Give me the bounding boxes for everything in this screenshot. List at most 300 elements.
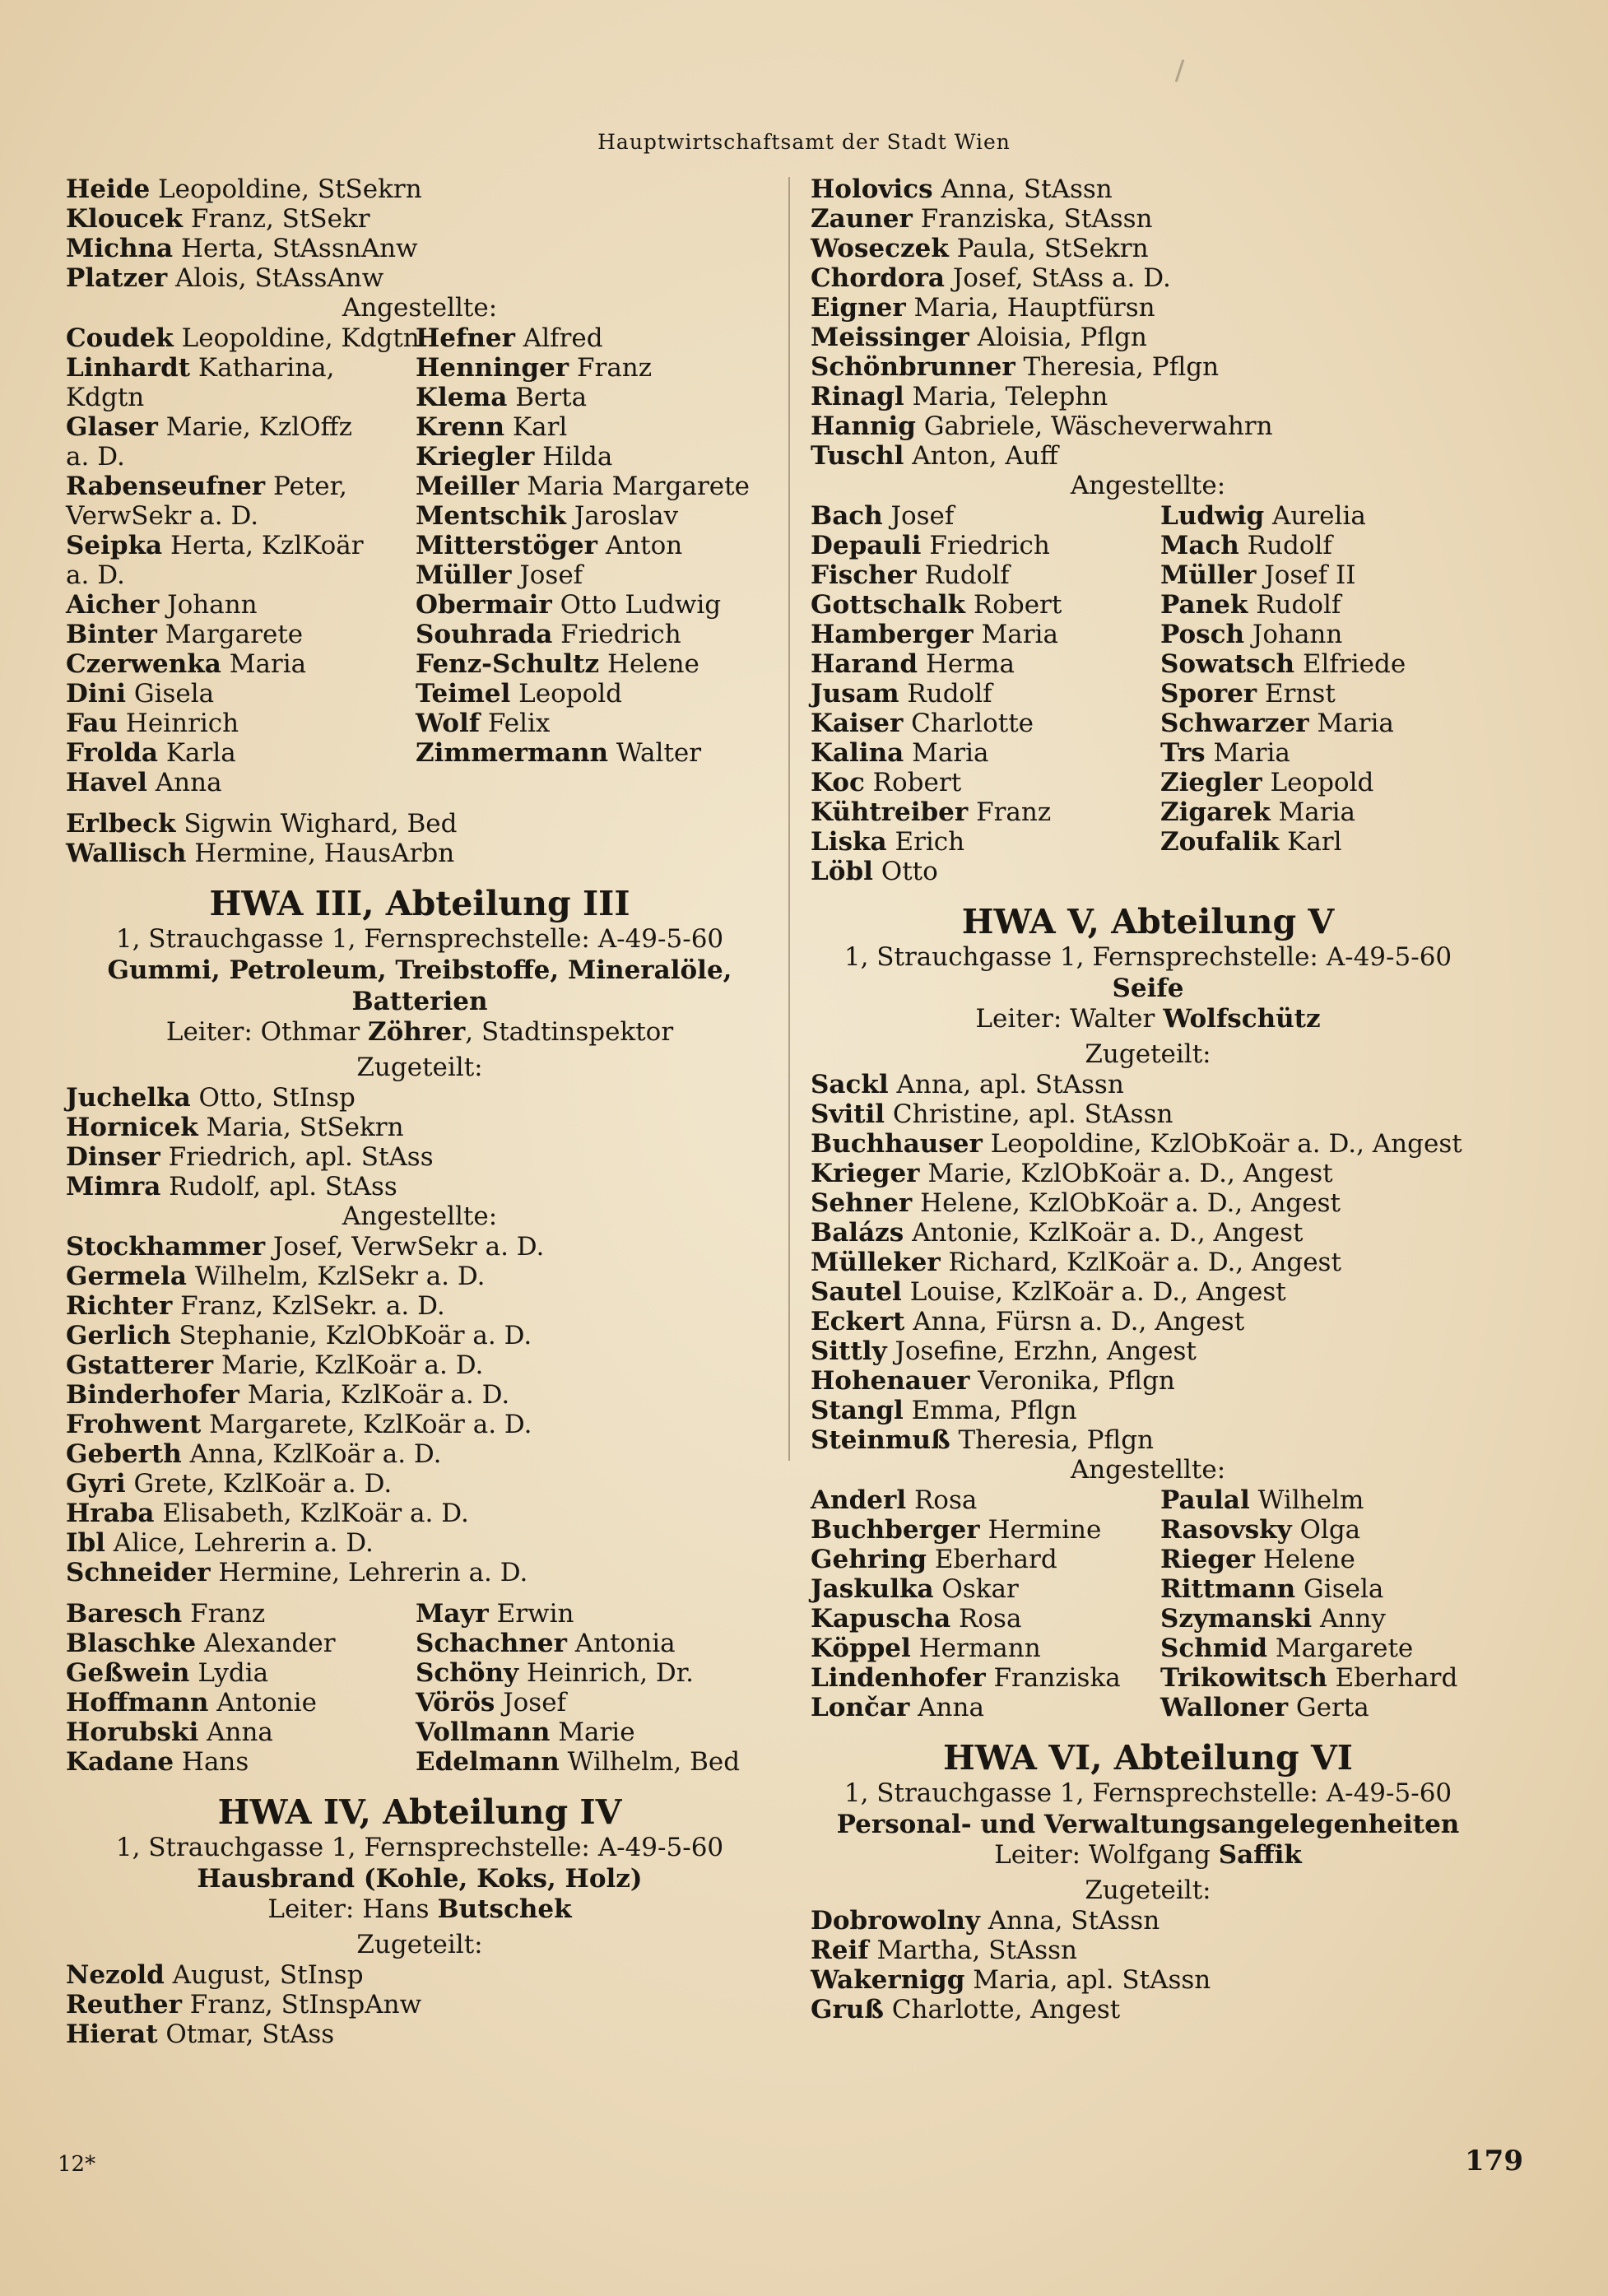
list-item xyxy=(66,738,416,768)
entry-details: Anna, StAssn xyxy=(979,1906,1160,1936)
list-item xyxy=(1160,620,1506,649)
list-item xyxy=(811,204,1485,234)
entry-details: Robert xyxy=(965,590,1062,620)
list-item xyxy=(811,411,1485,441)
entry-details: Veronika, Pflgn xyxy=(969,1366,1175,1396)
list-item xyxy=(811,501,1160,531)
entry-details: Franz, StSekr xyxy=(183,204,370,234)
list-item xyxy=(1160,797,1506,827)
entry-surname: Posch xyxy=(1160,620,1245,649)
entry-details: Grete, KzlKoär a. D. xyxy=(125,1469,393,1499)
hwa4-address: 1, Strauchgasse 1, Fernsprechstelle: A-49-5-60 xyxy=(115,1833,724,1862)
list-item xyxy=(66,442,416,472)
entry-surname: Stockhammer xyxy=(66,1232,266,1262)
entry-details: Maria xyxy=(221,649,307,679)
entry-surname: Seipka xyxy=(66,531,163,560)
column-divider xyxy=(788,177,790,1461)
list-item xyxy=(1160,1693,1506,1722)
hwa6-zugeteilt-label: Zugeteilt: xyxy=(1085,1875,1211,1905)
entry-surname: Glaser xyxy=(66,412,158,442)
entry-details: Marie xyxy=(550,1717,635,1747)
angestellte-col-1 xyxy=(66,323,420,797)
list-item xyxy=(416,1658,778,1688)
entry-details: Josefine, Erzhn, Angest xyxy=(886,1336,1197,1366)
hwa3-zugeteilt-label: Zugeteilt: xyxy=(356,1053,483,1082)
entry-details: Franziska xyxy=(985,1663,1121,1693)
entry-details: Maria, KzlKoär a. D. xyxy=(239,1380,510,1410)
entry-details: Rosa xyxy=(950,1604,1022,1634)
entry-surname: Horubski xyxy=(66,1717,199,1747)
entry-surname: Fenz-Schultz xyxy=(416,649,600,679)
list-item xyxy=(811,768,1160,797)
hwa6-zugeteilt-list xyxy=(811,1906,1485,2024)
entry-surname: Köppel xyxy=(811,1634,911,1663)
list-item xyxy=(66,323,420,353)
list-item xyxy=(416,620,778,649)
list-item xyxy=(66,531,416,560)
signature-mark: 12* xyxy=(58,2152,96,2177)
entry-surname: Zoufalik xyxy=(1160,827,1280,857)
entry-details: Louise, KzlKoär a. D., Angest xyxy=(901,1277,1286,1307)
entry-surname: Lončar xyxy=(811,1693,910,1722)
entry-surname: Balázs xyxy=(811,1218,904,1248)
hwa5-grid xyxy=(811,1485,1485,1722)
entry-details: Olga xyxy=(1291,1515,1361,1545)
entry-details: Leopoldine, Kdgtn xyxy=(173,323,420,353)
list-item xyxy=(811,1545,1160,1574)
list-item xyxy=(66,560,416,590)
list-item xyxy=(811,1307,1485,1336)
entry-surname: Rasovsky xyxy=(1160,1515,1292,1545)
entry-surname: Anderl xyxy=(811,1485,907,1515)
list-item xyxy=(1160,679,1506,709)
angestellte-label: Angestellte: xyxy=(342,293,498,323)
page-number: 179 xyxy=(1465,2145,1523,2177)
list-item xyxy=(811,620,1160,649)
entry-surname: Hoffmann xyxy=(66,1688,209,1717)
entry-details: Wilhelm xyxy=(1249,1485,1364,1515)
entry-surname: Gyri xyxy=(66,1469,126,1499)
list-item xyxy=(66,501,416,531)
list-item xyxy=(811,1515,1160,1545)
list-item xyxy=(1160,1663,1506,1693)
entry-surname: Michna xyxy=(66,234,174,263)
list-item xyxy=(811,352,1485,382)
list-item xyxy=(66,353,416,383)
entry-surname: Mitterstöger xyxy=(416,531,597,560)
entry-details: Johann xyxy=(1244,620,1343,649)
list-item xyxy=(811,1965,1485,1995)
entry-surname: Kloucek xyxy=(66,204,184,234)
entry-surname: Zauner xyxy=(811,204,913,234)
leiter-prefix: Leiter: Othmar xyxy=(165,1017,369,1047)
entry-details: Herta, KzlKoär xyxy=(162,531,364,560)
list-item xyxy=(66,1113,774,1142)
right-angestellte-label: Angestellte: xyxy=(1070,471,1226,500)
entry-details: Leopoldine, StSekrn xyxy=(150,174,422,204)
list-item xyxy=(811,441,1485,471)
entry-surname: Koc xyxy=(811,768,865,797)
entry-details: Franz, KzlSekr. a. D. xyxy=(172,1291,445,1321)
entry-details: Maria, apl. StAssn xyxy=(964,1965,1211,1995)
entry-details: Josef xyxy=(495,1688,567,1717)
list-item xyxy=(416,531,778,560)
list-item xyxy=(66,234,774,263)
left-column xyxy=(66,174,774,2049)
entry-surname: Linhardt xyxy=(66,353,191,383)
list-item xyxy=(811,857,1160,886)
list-item xyxy=(1160,1515,1506,1545)
entry-details: Wilhelm, KzlSekr a. D. xyxy=(186,1262,486,1291)
list-item xyxy=(1160,1485,1506,1515)
list-item xyxy=(811,1936,1485,1965)
entry-details: Anna xyxy=(909,1693,984,1722)
angestellte-col-2 xyxy=(416,323,778,797)
list-item xyxy=(66,590,416,620)
entry-surname: Havel xyxy=(66,768,147,797)
list-item xyxy=(66,1142,774,1172)
entry-surname: Meiller xyxy=(416,472,519,501)
list-item xyxy=(66,1410,774,1439)
entry-details: Jaroslav xyxy=(566,501,679,531)
entry-surname: Sautel xyxy=(811,1277,902,1307)
entry-details: Christine, apl. StAssn xyxy=(885,1099,1173,1129)
entry-details: Erwin xyxy=(488,1599,574,1629)
hwa3-angestellte-list xyxy=(66,1232,774,1587)
list-item xyxy=(416,383,778,412)
list-item xyxy=(811,1604,1160,1634)
entry-surname: Ludwig xyxy=(1160,501,1265,531)
entry-details: Leopoldine, KzlObKoär a. D., Angest xyxy=(982,1129,1462,1159)
entry-surname: Rieger xyxy=(1160,1545,1255,1574)
entry-surname: Tuschl xyxy=(811,441,904,471)
entry-details: a. D. xyxy=(66,442,125,472)
list-item xyxy=(811,1248,1485,1277)
entry-surname: Jaskulka xyxy=(811,1574,934,1604)
entry-surname: Müller xyxy=(1160,560,1257,590)
section-title-hwa5: HWA V, Abteilung V xyxy=(961,902,1335,941)
entry-details: Josef, VerwSekr a. D. xyxy=(265,1232,545,1262)
entry-surname: Mayr xyxy=(416,1599,489,1629)
list-item xyxy=(66,1558,774,1587)
entry-details: Johann xyxy=(159,590,258,620)
hwa4-subject: Hausbrand (Kohle, Koks, Holz) xyxy=(197,1864,643,1894)
entry-details: Friedrich, apl. StAss xyxy=(160,1142,434,1172)
entry-surname: Blaschke xyxy=(66,1629,197,1658)
entry-surname: Kühtreiber xyxy=(811,797,969,827)
entry-surname: Trs xyxy=(1160,738,1206,768)
list-item xyxy=(66,1232,774,1262)
list-item xyxy=(416,738,778,768)
list-item xyxy=(66,1960,774,1990)
right-top-list xyxy=(811,174,1485,471)
hwa5-address: 1, Strauchgasse 1, Fernsprechstelle: A-49-5-60 xyxy=(844,942,1452,972)
right-col-2 xyxy=(1160,501,1506,886)
list-item xyxy=(811,1129,1485,1159)
list-item xyxy=(66,809,774,839)
pencil-mark xyxy=(1175,59,1185,82)
entry-details: Paula, StSekrn xyxy=(948,234,1149,263)
entry-details: Franz xyxy=(968,797,1052,827)
entry-surname: Eigner xyxy=(811,293,906,323)
entry-details: Erich xyxy=(886,827,965,857)
angestellte-grid xyxy=(66,323,774,797)
list-item xyxy=(1160,1545,1506,1574)
entry-details: Herta, StAssnAnw xyxy=(173,234,418,263)
hwa4-leiter xyxy=(66,1894,774,1925)
list-item xyxy=(1160,709,1506,738)
entry-surname: Buchberger xyxy=(811,1515,980,1545)
entry-surname: Kadane xyxy=(66,1747,174,1777)
entry-surname: Wolf xyxy=(416,709,481,738)
entry-details: Aloisia, Pflgn xyxy=(969,323,1147,352)
entry-details: Helene xyxy=(1255,1545,1355,1574)
list-item xyxy=(416,1629,778,1658)
leiter-prefix: Leiter: Walter xyxy=(975,1004,1164,1034)
entry-details: Eberhard xyxy=(927,1545,1057,1574)
entry-surname: Edelmann xyxy=(416,1747,560,1777)
list-item xyxy=(811,1663,1160,1693)
list-item xyxy=(66,1172,774,1201)
entry-details: Josef, StAss a. D. xyxy=(945,263,1171,293)
entry-details: Anna, StAssn xyxy=(932,174,1113,204)
list-item xyxy=(1160,738,1506,768)
entry-surname: Teimel xyxy=(416,679,511,709)
entry-surname: Panek xyxy=(1160,590,1248,620)
entry-surname: Ibl xyxy=(66,1528,105,1558)
entry-surname: Woseczek xyxy=(811,234,949,263)
entry-surname: Binter xyxy=(66,620,157,649)
entry-details: Antonia xyxy=(566,1629,676,1658)
entry-surname: Juchelka xyxy=(66,1083,191,1113)
entry-surname: Liska xyxy=(811,827,887,857)
entry-details: Alfred xyxy=(514,323,603,353)
list-item xyxy=(811,1396,1485,1425)
list-item xyxy=(66,1350,774,1380)
hwa5-leiter xyxy=(811,1004,1485,1034)
hwa5-subject: Seife xyxy=(1112,974,1184,1003)
entry-surname: Vollmann xyxy=(416,1717,551,1747)
list-item xyxy=(66,1380,774,1410)
list-item xyxy=(66,768,416,797)
entry-surname: Müller xyxy=(416,560,512,590)
entry-details: Otto, StInsp xyxy=(190,1083,356,1113)
entry-surname: Schachner xyxy=(416,1629,567,1658)
entry-details: Aurelia xyxy=(1264,501,1366,531)
list-item xyxy=(416,442,778,472)
entry-surname: Schmid xyxy=(1160,1634,1268,1663)
list-item xyxy=(811,649,1160,679)
hwa5-zugeteilt-list xyxy=(811,1070,1485,1455)
entry-details: Eberhard xyxy=(1327,1663,1458,1693)
list-item xyxy=(811,827,1160,857)
list-item xyxy=(416,649,778,679)
entry-surname: Klema xyxy=(416,383,508,412)
entry-details: Robert xyxy=(864,768,962,797)
list-item xyxy=(66,174,774,204)
entry-details: Franziska, StAssn xyxy=(912,204,1153,234)
entry-surname: Richter xyxy=(66,1291,173,1321)
list-item xyxy=(811,1574,1160,1604)
entry-details: Hermine xyxy=(979,1515,1102,1545)
list-item xyxy=(811,1485,1160,1515)
entry-surname: Kapuscha xyxy=(811,1604,951,1634)
entry-surname: Mach xyxy=(1160,531,1239,560)
list-item xyxy=(1160,649,1506,679)
entry-details: Berta xyxy=(507,383,588,412)
list-item xyxy=(811,1906,1485,1936)
list-item xyxy=(811,1995,1485,2024)
entry-details: Hermine, HausArbn xyxy=(186,839,455,868)
entry-surname: Mülleker xyxy=(811,1248,941,1277)
entry-surname: Vörös xyxy=(416,1688,495,1717)
entry-details: August, StInsp xyxy=(164,1960,364,1990)
hwa3-col-1 xyxy=(66,1599,416,1777)
list-item xyxy=(66,1658,416,1688)
entry-surname: Holovics xyxy=(811,174,933,204)
entry-surname: Aicher xyxy=(66,590,160,620)
list-item xyxy=(66,1747,416,1777)
entry-surname: Sowatsch xyxy=(1160,649,1295,679)
list-item xyxy=(416,709,778,738)
entry-details: Walter xyxy=(608,738,702,768)
list-item xyxy=(811,738,1160,768)
entry-surname: Wakernigg xyxy=(811,1965,965,1995)
entry-details: Rudolf xyxy=(1248,590,1341,620)
list-item xyxy=(1160,1574,1506,1604)
list-item xyxy=(811,234,1485,263)
entry-details: Heinrich xyxy=(117,709,239,738)
entry-details: Maria Margarete xyxy=(518,472,750,501)
list-item xyxy=(811,709,1160,738)
right-column xyxy=(811,174,1485,2024)
list-item xyxy=(66,412,416,442)
entry-details: Anna, Fürsn a. D., Angest xyxy=(904,1307,1245,1336)
entry-details: Leopold xyxy=(510,679,623,709)
entry-surname: Frohwent xyxy=(66,1410,202,1439)
hwa6-subject: Personal- und Verwaltungsangelegenheiten xyxy=(836,1810,1460,1839)
list-item xyxy=(811,174,1485,204)
entry-details: Rudolf xyxy=(916,560,1010,590)
entry-details: Maria, Telephn xyxy=(904,382,1108,411)
entry-surname: Baresch xyxy=(66,1599,183,1629)
entry-details: Anton xyxy=(597,531,683,560)
leiter-prefix: Leiter: Wolfgang xyxy=(994,1840,1219,1870)
entry-details: Elisabeth, KzlKoär a. D. xyxy=(154,1499,469,1528)
entry-surname: Mimra xyxy=(66,1172,161,1201)
list-item xyxy=(66,2019,774,2049)
entry-surname: Trikowitsch xyxy=(1160,1663,1327,1693)
list-item xyxy=(66,709,416,738)
entry-surname: Eckert xyxy=(811,1307,905,1336)
entry-surname: Erlbeck xyxy=(66,809,176,839)
entry-surname: Reif xyxy=(811,1936,869,1965)
list-item xyxy=(1160,827,1506,857)
entry-surname: Rabenseufner xyxy=(66,472,266,501)
list-item xyxy=(811,1366,1485,1396)
list-item xyxy=(416,1747,778,1777)
hwa5-angestellte-label: Angestellte: xyxy=(1070,1455,1226,1485)
list-item xyxy=(416,590,778,620)
entry-surname: Reuther xyxy=(66,1990,182,2019)
entry-surname: Fischer xyxy=(811,560,917,590)
entry-surname: Wallisch xyxy=(66,839,187,868)
entry-details: Felix xyxy=(480,709,551,738)
entry-details: Peter, xyxy=(265,472,347,501)
entry-surname: Dinser xyxy=(66,1142,160,1172)
entry-surname: Walloner xyxy=(1160,1693,1289,1722)
entry-details: Otto Ludwig xyxy=(551,590,722,620)
entry-details: Maria xyxy=(973,620,1058,649)
entry-surname: Gottschalk xyxy=(811,590,965,620)
leiter-name: Butschek xyxy=(437,1894,572,1924)
list-item xyxy=(811,1218,1485,1248)
entry-surname: Schwarzer xyxy=(1160,709,1309,738)
entry-details: Josef xyxy=(882,501,955,531)
list-item xyxy=(416,560,778,590)
entry-surname: Buchhauser xyxy=(811,1129,983,1159)
hwa3-leiter xyxy=(66,1017,774,1048)
list-item xyxy=(66,1688,416,1717)
entry-surname: Coudek xyxy=(66,323,174,353)
entry-details: Hans xyxy=(174,1747,249,1777)
entry-details: Friedrich xyxy=(921,531,1050,560)
entry-details: Emma, Pflgn xyxy=(903,1396,1077,1425)
entry-surname: Krenn xyxy=(416,412,505,442)
entry-details: Sigwin Wighard, Bed xyxy=(175,809,458,839)
entry-details: Maria, Hauptfürsn xyxy=(905,293,1155,323)
entry-details: Marie, KzlOffz xyxy=(157,412,352,442)
entry-details: Josef xyxy=(511,560,583,590)
entry-details: Maria, StSekrn xyxy=(198,1113,404,1142)
list-item xyxy=(811,1159,1485,1188)
entry-details: Maria xyxy=(904,738,989,768)
entry-details: Helene xyxy=(599,649,699,679)
entry-surname: Heide xyxy=(66,174,151,204)
list-item xyxy=(66,620,416,649)
entry-surname: Sehner xyxy=(811,1188,913,1218)
list-item xyxy=(1160,590,1506,620)
list-item xyxy=(66,1321,774,1350)
entry-surname: Chordora xyxy=(811,263,945,293)
entry-surname: Stangl xyxy=(811,1396,904,1425)
entry-surname: Lindenhofer xyxy=(811,1663,986,1693)
entry-details: Maria xyxy=(1205,738,1290,768)
entry-details: VerwSekr a. D. xyxy=(66,501,259,531)
entry-surname: Schönbrunner xyxy=(811,352,1015,382)
list-item xyxy=(811,263,1485,293)
entry-details: Anny xyxy=(1312,1604,1386,1634)
entry-details: Hermann xyxy=(910,1634,1041,1663)
list-item xyxy=(66,1528,774,1558)
leiter-suffix: , Stadtinspektor xyxy=(465,1017,674,1047)
entry-details: Antonie, KzlKoär a. D., Angest xyxy=(904,1218,1304,1248)
list-item xyxy=(811,1634,1160,1663)
entry-surname: Germela xyxy=(66,1262,187,1291)
list-item xyxy=(416,412,778,442)
list-item xyxy=(811,797,1160,827)
list-item xyxy=(811,590,1160,620)
entry-surname: Hohenauer xyxy=(811,1366,970,1396)
list-item xyxy=(1160,531,1506,560)
list-item xyxy=(66,839,774,868)
entry-details: Anna xyxy=(198,1717,273,1747)
list-item xyxy=(66,1629,416,1658)
entry-details: Margarete xyxy=(1267,1634,1414,1663)
hwa5-col-2 xyxy=(1160,1485,1506,1722)
list-item xyxy=(811,560,1160,590)
entry-details: Stephanie, KzlObKoär a. D. xyxy=(170,1321,532,1350)
